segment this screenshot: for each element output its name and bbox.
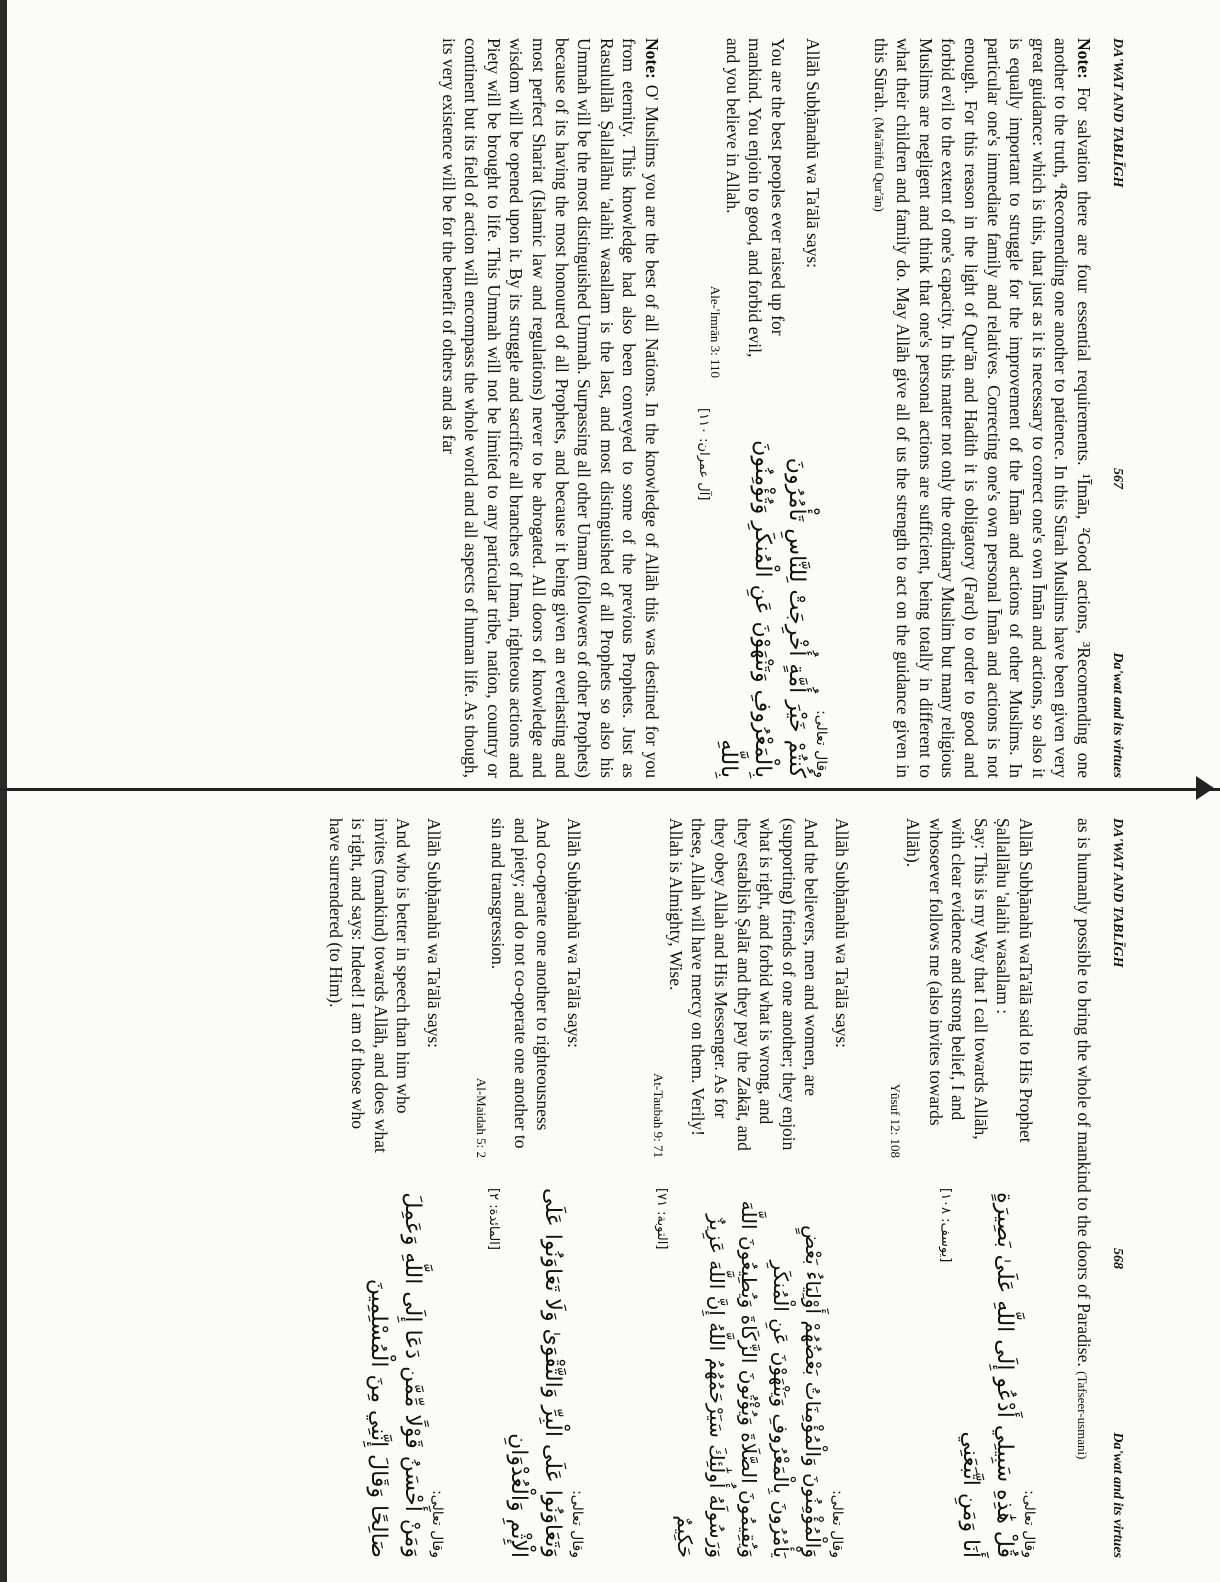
fold-marker	[1196, 776, 1214, 800]
arabic-verse-text: وَمَنْ أَحْسَنُ قَوْلًا مِّمَّن دَعَا إِلَى اللَّهِ وَعَمِلَ صَالِحًا وَقَالَ إِنَّنِي مِنَ الْمُسْلِمِينَ	[366, 1192, 425, 1558]
arabic-verse-heading: وقال تعالى:	[429, 1490, 445, 1558]
arabic-verse-block	[696, 408, 829, 778]
verse-intro: Allāh Subḥānahū wa Ta'ālā says:	[564, 818, 584, 1049]
header-chapter-title: Da'wat and its virtues	[1110, 1432, 1125, 1558]
arabic-verse-reference: [المائدة: ٢]	[486, 1188, 501, 1250]
verse-reference: Yūsuf 12: 108	[888, 1083, 904, 1158]
note-2	[437, 38, 663, 778]
arabic-verse-reference: [يوسف: ١٠٨]	[938, 1188, 953, 1263]
arabic-verse-heading: وقال تعالى:	[569, 1490, 585, 1558]
arabic-verse-block-4	[361, 1188, 445, 1558]
verse-reference: At-Taubah 9: 71	[651, 1072, 667, 1158]
verse-block-1	[887, 818, 1037, 1158]
running-header	[1103, 818, 1125, 1558]
verse-block-2	[650, 818, 853, 1158]
verse-intro: Allāh Subḥānahū waTa'ālā said to His Prophet Ṣallallāhu 'alaihi wasallam :	[993, 818, 1036, 1143]
verse-translation-text: You are the best peoples ever raised up for mankind. You enjoin to good, and forbid evil, and you believe in Allah.	[722, 38, 788, 358]
verse-reference: Ale-'Imrān 3: 110	[708, 285, 724, 378]
verse-block-3	[473, 818, 585, 1158]
verse-translation-text: Say: This is my Way that I call towards Allāh, with clear evidence and strong belief, I and whosoever follows me (also invites towards Allāh).	[903, 818, 991, 1140]
header-book-title: DA'WAT AND TABLĪGH	[1110, 38, 1125, 188]
header-book-title: DA'WAT AND TABLĪGH	[1110, 818, 1125, 968]
verse-intro: Allāh Subḥānahū wa Ta'ālā says:	[832, 818, 852, 1049]
page-568	[75, 818, 1125, 1558]
arabic-verse-block-1	[938, 1188, 1037, 1558]
arabic-verse-heading: وقال تعالى:	[813, 710, 829, 778]
continuation-text: as is humanly possible to bring the whole of mankind to the doors of Paradise.	[1074, 818, 1094, 1367]
verse-translation	[707, 38, 789, 378]
arabic-verse-heading: وقال تعالى:	[829, 1490, 845, 1558]
verse-reference: Al-Maidah 5: 2	[473, 1077, 489, 1158]
running-header	[1103, 38, 1125, 778]
binding-edge	[0, 0, 7, 1582]
arabic-verse-reference: [التوبة: ٧١]	[654, 1188, 669, 1250]
verse-translation-text: And co-operate one another to righteousness and piety; and do not co-operate one another to sin and transgression.	[488, 818, 554, 1149]
arabic-verse-text: كُنتُمْ خَيْرَ أُمَّةٍ أُخْرِجَتْ لِلنَّاسِ تَأْمُرُونَ بِالْمَعْرُوفِ وَتَنْهَوْنَ عَنِ الْمُنكَرِ وَتُؤْمِنُونَ بِاللَّهِ	[716, 440, 809, 778]
page-fold-line	[0, 788, 1220, 791]
header-chapter-title: Da'wat and its virtues	[1110, 652, 1125, 778]
verse-block-4	[324, 818, 445, 1158]
arabic-verse-heading: وقال تعالى:	[1021, 1490, 1037, 1558]
arabic-verse-text: وَالْمُؤْمِنُونَ وَالْمُؤْمِنَاتُ بَعْضُهُمْ أَوْلِيَاءُ بَعْضٍ يَأْمُرُونَ بِالْمَعْرُوفِ وَيَنْهَوْنَ عَنِ الْمُنكَرِ وَيُقِيمُونَ الصَّلَاةَ وَيُؤْتُونَ الزَّكَاةَ وَيُطِيعُونَ اللَّهَ وَرَسُولَهُ أُولَٰئِكَ سَيَرْحَمُهُمُ اللَّهُ إِنَّ اللَّهَ عَزِيزٌ حَكِيمٌ	[673, 1200, 825, 1558]
page-number: 568	[1110, 1248, 1125, 1269]
note-label: Note:	[1074, 38, 1094, 79]
arabic-verse-block-2	[654, 1188, 845, 1558]
verse-intro: Allāh Subḥānahū wa Ta'ālā says:	[424, 818, 444, 1049]
page-number: 567	[1110, 468, 1125, 489]
arabic-verse-text: قُلْ هَٰذِهِ سَبِيلِي أَدْعُو إِلَى اللَّهِ عَلَىٰ بَصِيرَةٍ أَنَا وَمَنِ اتَّبَعَنِي	[958, 1192, 1017, 1558]
verse-translation-text: And who is better in speech than him who invites (mankind) towards Allāh, and does what is right, and says: Indeed! I am of those who have surrendered (to Him).	[325, 818, 414, 1153]
note-label: Note:	[642, 38, 662, 79]
verse-translation-text: And the believers, men and women, are (supporting) friends of one another; they enjoin what is right, and forbid what is wrong, and they establish Ṣalāt and they pay the Zakāt, and they obey Allah and His Messenger. As for these, Allah will have mercy on them. Verily! Allah is Almighty, Wise.	[665, 818, 822, 1151]
verse-intro: Allāh Subḥānahū wa Ta'ālā says:	[803, 38, 823, 269]
note-1	[867, 38, 1095, 778]
page-567	[75, 38, 1125, 778]
note-citation: (Ma'āriful Qur'ān)	[871, 117, 887, 212]
arabic-verse-reference: [آل عمران: ١١٠]	[696, 408, 711, 501]
arabic-verse-text: وَتَعَاوَنُوا عَلَى الْبِرِّ وَالتَّقْوَىٰ وَلَا تَعَاوَنُوا عَلَى الْإِثْمِ وَالْعُدْوَانِ	[506, 1188, 565, 1558]
note-text: For salvation there are four essential requirements. ¹Īmān, ²Good actions, ³Recomending one another to the truth, ⁴Recomending one another to patience. In this Sūrah Muslims have been given very great guidance: which is this, that just as it is necessary to correct one's own Īmān and actions, so also it is equally important to struggle for the improvement of the Īmān and actions of other Muslims. In particular one's immediate family and relatives. Correcting one's own personal Īmān and actions is not enough. For this reason in the light of Qur'ān and Hadith it is obligatory (Fard) to order to good and forbid evil to the extent of one's capacity. In this matter not only the ordinary Muslim but many religious Muslims are negligent and think that one's personal actions are sufficient, being totally in different to what their children and family do. May Allāh give all of us the strength to act on the guidance given in this Sūrah.	[870, 38, 1094, 779]
continuation-citation: (Tafseer-usmani)	[1075, 1371, 1090, 1460]
arabic-verse-block-3	[486, 1188, 585, 1558]
continuation-paragraph	[1070, 818, 1095, 1558]
note-text: O' Muslims you are the best of all Nations. In the knowledge of Allāh this was destined for you from eternity. This knowledge had also been conveyed to some of the previous Prophets. Just as Rasulullāh Ṣallallāhu 'alaihi wasallam is the last, and most distinguished of all Prophets so also his Ummah will be the most distinguished Ummah. Surpassing all other Umam (followers of other Prophets) because of its having the most honoured of all Prophets, and because it being given an everlasting and most perfect Shariat (Islamic law and regulations) never to be abrogated. All doors of knowledge and wisdom will be opened upon it. By its struggle and sacrifice all branches of Iman, righteous actions and Piety will be brought to life. This Ummah will not be limited to any particular tribe, nation, country or continent but its field of action will encompass the whole world and all aspects of human life. As though, its very existence will be for the benefit of others and as far	[438, 38, 662, 779]
